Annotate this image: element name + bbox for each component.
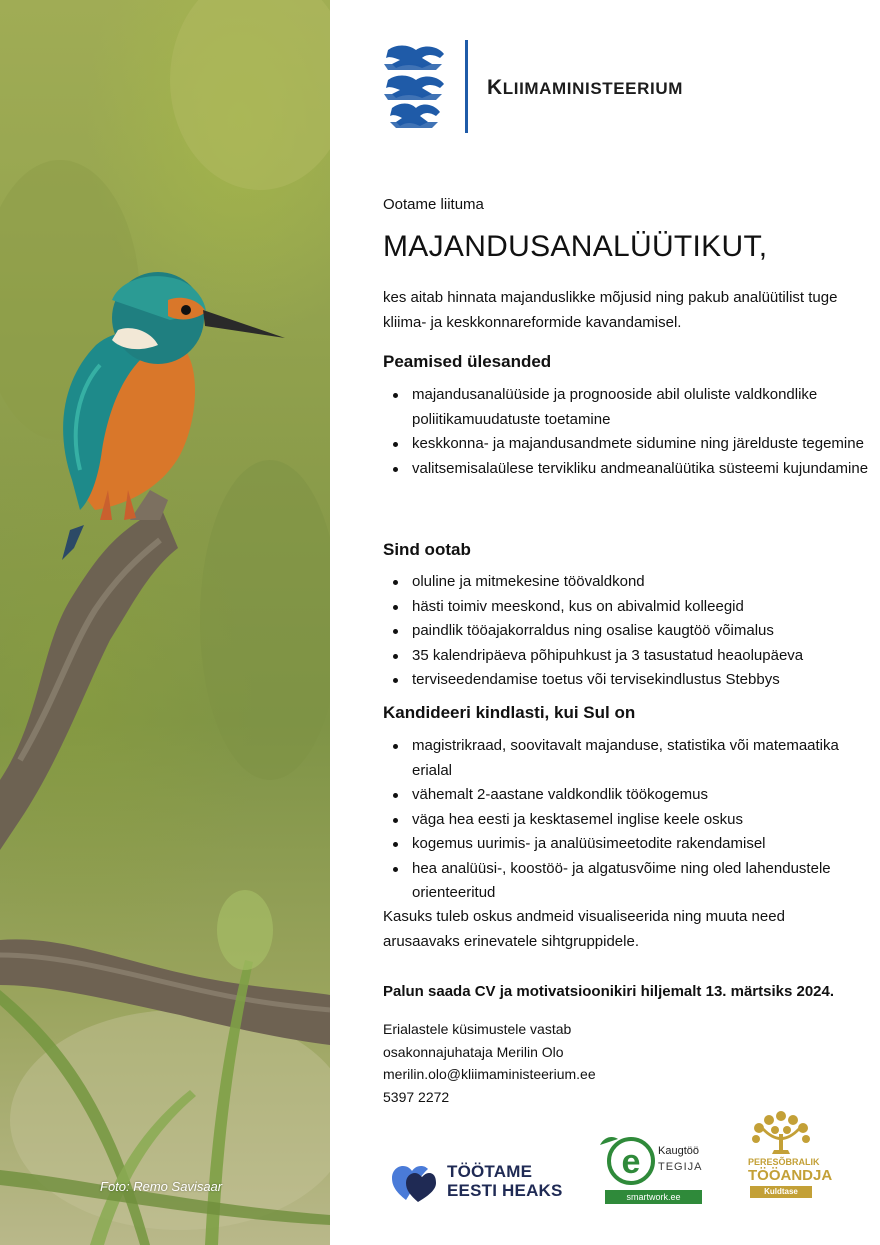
list-item: kogemus uurimis- ja analüüsimeetodite rakendamisel: [412, 832, 880, 857]
requirements-heading: Kandideeri kindlasti, kui Sul on: [383, 703, 636, 722]
kaugtoo-line1: Kaugtöö: [658, 1145, 699, 1157]
list-item: keskkonna- ja majandusandmete sidumine ning järelduste tegemine: [412, 432, 880, 457]
contact-phone[interactable]: 5397 2272: [383, 1088, 450, 1105]
list-item: paindlik tööajakorraldus ning osalise kaugtöö võimalus: [412, 619, 880, 644]
photo-credit: Foto: Remo Savisaar: [100, 1179, 223, 1194]
offer-heading: Sind ootab: [383, 540, 471, 559]
kaugtoo-line2: TEGIJA: [658, 1161, 703, 1173]
list-item: hea analüüsi-, koostöö- ja algatusvõime ning oled lahendustele orienteeritud: [412, 857, 880, 906]
e-logo-icon: [596, 1133, 658, 1189]
list-item: oluline ja mitmekesine töövaldkond: [412, 570, 880, 595]
tasks-list: [383, 383, 880, 481]
tasks-heading: Peamised ülesanded: [383, 352, 552, 371]
ministry-initial: K: [487, 76, 503, 99]
tootame-eesti-heaks-logo: [392, 1160, 567, 1206]
list-item: hästi toimiv meeskond, kus on abivalmid kolleegid: [412, 595, 880, 620]
contact-person: osakonnajuhataja Merilin Olo: [383, 1043, 564, 1060]
list-item: majandusanalüüside ja prognooside abil oluliste valdkondlike poliitikamuudatuste toetamine: [412, 383, 880, 432]
contact-email[interactable]: merilin.olo@kliimaministeerium.ee: [383, 1066, 596, 1082]
tootame-line2: EESTI HEAKS: [447, 1181, 563, 1200]
requirements-list: [383, 734, 880, 906]
kingfisher-photo: [0, 0, 330, 1245]
list-item: valitsemisalaülese tervikliku andmeanalüütika süsteemi kujundamine: [412, 457, 880, 482]
job-title: MAJANDUSANALÜÜTIKUT,: [383, 230, 768, 263]
list-item: terviseedendamise toetus või tervisekindlustus Stebbys: [412, 668, 880, 693]
heart-icon: [392, 1166, 436, 1202]
pere-level-badge: Kuldtase: [750, 1186, 812, 1198]
ministry-name: [487, 76, 683, 100]
deadline-text: Palun saada CV ja motivatsioonikiri hiljemalt 13. märtsiks 2024.: [383, 983, 835, 1000]
tootame-text: [447, 1162, 563, 1200]
kaugtoo-site: smartwork.ee: [605, 1190, 702, 1204]
svg-text:e: e: [621, 1143, 641, 1181]
list-item: magistrikraad, soovitavalt majanduse, statistika või matemaatika erialal: [412, 734, 880, 783]
logo-divider: [465, 40, 468, 133]
pere-line2: TÖÖANDJA: [748, 1167, 833, 1184]
intro-text: Ootame liituma: [383, 196, 484, 213]
pere-line1: PERESÕBRALIK: [748, 1157, 820, 1167]
kaugtoo-tegija-logo: [596, 1133, 706, 1205]
bonus-text: Kasuks tuleb oskus andmeid visualiseerida ning muuta need arusaavaks erinevatele sihtgruppidele.: [383, 908, 785, 950]
list-item: väga hea eesti ja kesktasemel inglise keele oskus: [412, 808, 880, 833]
job-description: kes aitab hinnata majanduslikke mõjusid ning pakub analüütilist tuge kliima- ja keskkonnareformide kavandamisel.: [383, 289, 838, 331]
kaugtoo-text: [658, 1143, 703, 1175]
contact-line: Erialastele küsimustele vastab: [383, 1021, 572, 1037]
coat-of-arms-icon: [382, 42, 448, 132]
pere-text: [748, 1157, 833, 1198]
peresobralik-tooandja-logo: [748, 1110, 833, 1208]
list-item: vähemalt 2-aastane valdkondlik töökogemus: [412, 783, 880, 808]
photo-illustration: [0, 0, 330, 1245]
ministry-rest: LIIMAMINISTEERIUM: [502, 79, 683, 98]
tootame-line1: TÖÖTAME: [447, 1162, 533, 1181]
offer-list: [383, 570, 880, 693]
list-item: 35 kalendripäeva põhipuhkust ja 3 tasustatud heaolupäeva: [412, 644, 880, 669]
tree-icon: [748, 1110, 814, 1156]
contact-block: [383, 1018, 596, 1108]
